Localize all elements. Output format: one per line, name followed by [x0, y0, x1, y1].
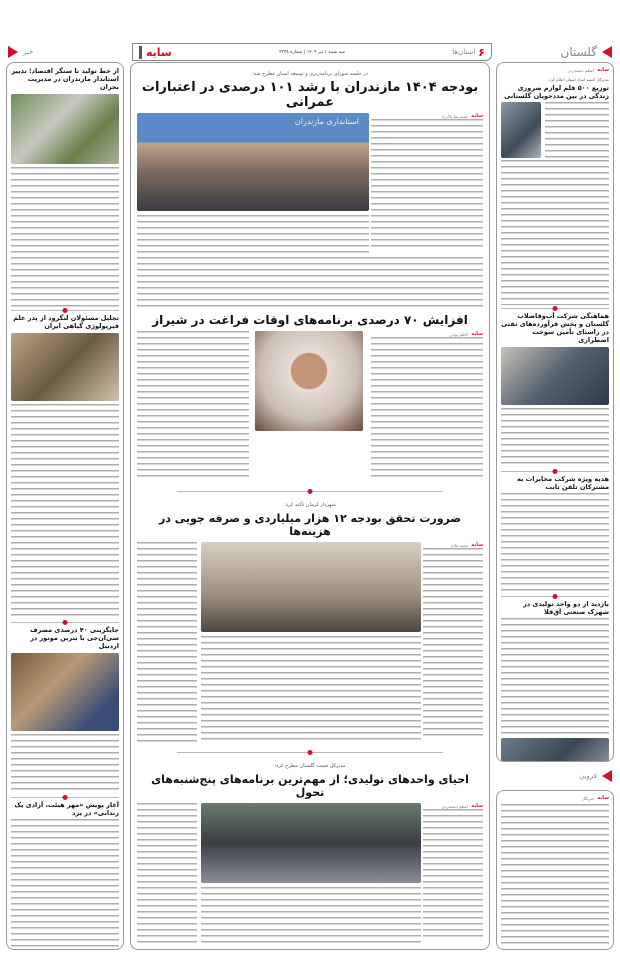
main-headline: بودجه ۱۴۰۴ مازندران با رشد ۱۰۱ درصدی در اعتبارات عمرانی [141, 80, 479, 110]
byline: سایه محمد فلاح [450, 542, 483, 548]
kicker: شهردار کرمان تأکید کرد: [284, 502, 336, 508]
article-photo [11, 333, 119, 401]
headline: توزیع ۵۰۰ قلم لوازم ضروری زندگی در بین مددجویان گلستانی [504, 84, 609, 100]
page-section [452, 46, 485, 59]
page-number: ۶ [478, 45, 485, 59]
divider [501, 596, 609, 597]
byline: سایه حمیدرضا پاک‌زاد [441, 113, 483, 119]
right-section-header [494, 43, 612, 61]
headline: از خط تولید تا سنگر اقتصاد؛ تدبیر استاندار مازندران در مدیریت بحران [11, 67, 119, 91]
kicker: مدیرکل کمیته امداد استان اعلام کرد: [547, 77, 609, 82]
section-flag-icon [602, 46, 612, 58]
byline: سایه خبرنگار [581, 795, 609, 801]
story-headline: ضرورت تحقق بودجه ۱۲ هزار میلیاردی و صرفه جویی در هزینه‌ها [158, 512, 462, 538]
story-photo [255, 331, 363, 431]
divider [11, 622, 119, 623]
page-section-label: استان‌ها [452, 48, 476, 56]
qazvin-box [496, 790, 614, 950]
headline: جایگزینی ۴۰ درصدی مصرف سی‌ان‌جی با بنزین موتور در اردبیل [30, 626, 119, 650]
kicker: مدیرکل صمت گلستان مطرح کرد: [274, 763, 346, 769]
story-headline: احیای واحدهای تولیدی؛ از مهم‌ترین برنامه‌های پنج‌شنبه‌های تحول [151, 773, 469, 799]
article-photo [501, 102, 541, 158]
section-name: گلستان [560, 45, 597, 59]
center-column [130, 62, 490, 950]
story-photo [201, 542, 421, 632]
headline: آغاز پویش «مهر هیئت، آزادی یک زندانی» در یزد [14, 801, 119, 817]
article-photo [501, 347, 609, 405]
section-flag-icon [602, 770, 612, 782]
article-photo [501, 738, 609, 762]
section-flag-icon [8, 46, 18, 58]
byline: سایه کاظم نوایی [449, 331, 483, 337]
divider [177, 491, 443, 492]
headline: هدیه ویژه شرکت مخابرات به مشترکان تلفن ثابت [517, 475, 609, 491]
divider [501, 471, 609, 472]
headline: بازدید از دو واحد تولیدی در شهرک صنعتی آق‌قلا [523, 600, 609, 616]
left-section-header [8, 43, 123, 61]
byline: سایه اعظم دستجردی [441, 803, 483, 809]
story-headline: افزایش ۷۰ درصدی برنامه‌های اوقات فراغت در شیراز [152, 313, 468, 327]
qazvin-section-header [494, 767, 612, 785]
divider [11, 310, 119, 311]
byline: سایه اعظم دستجردی [567, 67, 609, 73]
date-issue: سه شنبه ۱ تیر ۱۴۰۴ | شماره ۲۳۴۸ [279, 49, 345, 55]
kicker: در جلسه شورای برنامه‌ریزی و توسعه استان مطرح شد: [252, 71, 368, 77]
divider [501, 308, 609, 309]
main-photo [137, 113, 369, 211]
divider [11, 797, 119, 798]
right-column [496, 62, 614, 762]
masthead-logo: سایه [139, 46, 172, 59]
page-header [132, 43, 492, 61]
section-name: قزوین [579, 772, 597, 780]
left-column [6, 62, 124, 950]
headline: تجلیل مسئولان لنگرود از پدر علم فیزیولوژی گیاهی ایران [13, 314, 119, 330]
headline: هماهنگی شرکت آب‌وفاضلاب گلستان و پخش فرآورده‌های نفتی در راستای تأمین سوخت اضطراری [501, 312, 609, 344]
section-name: خبر [23, 48, 34, 56]
story-photo [201, 803, 421, 883]
divider [177, 752, 443, 753]
article-photo [11, 94, 119, 164]
photo-caption: استانداری مازندران [294, 117, 359, 126]
article-photo [11, 653, 119, 731]
